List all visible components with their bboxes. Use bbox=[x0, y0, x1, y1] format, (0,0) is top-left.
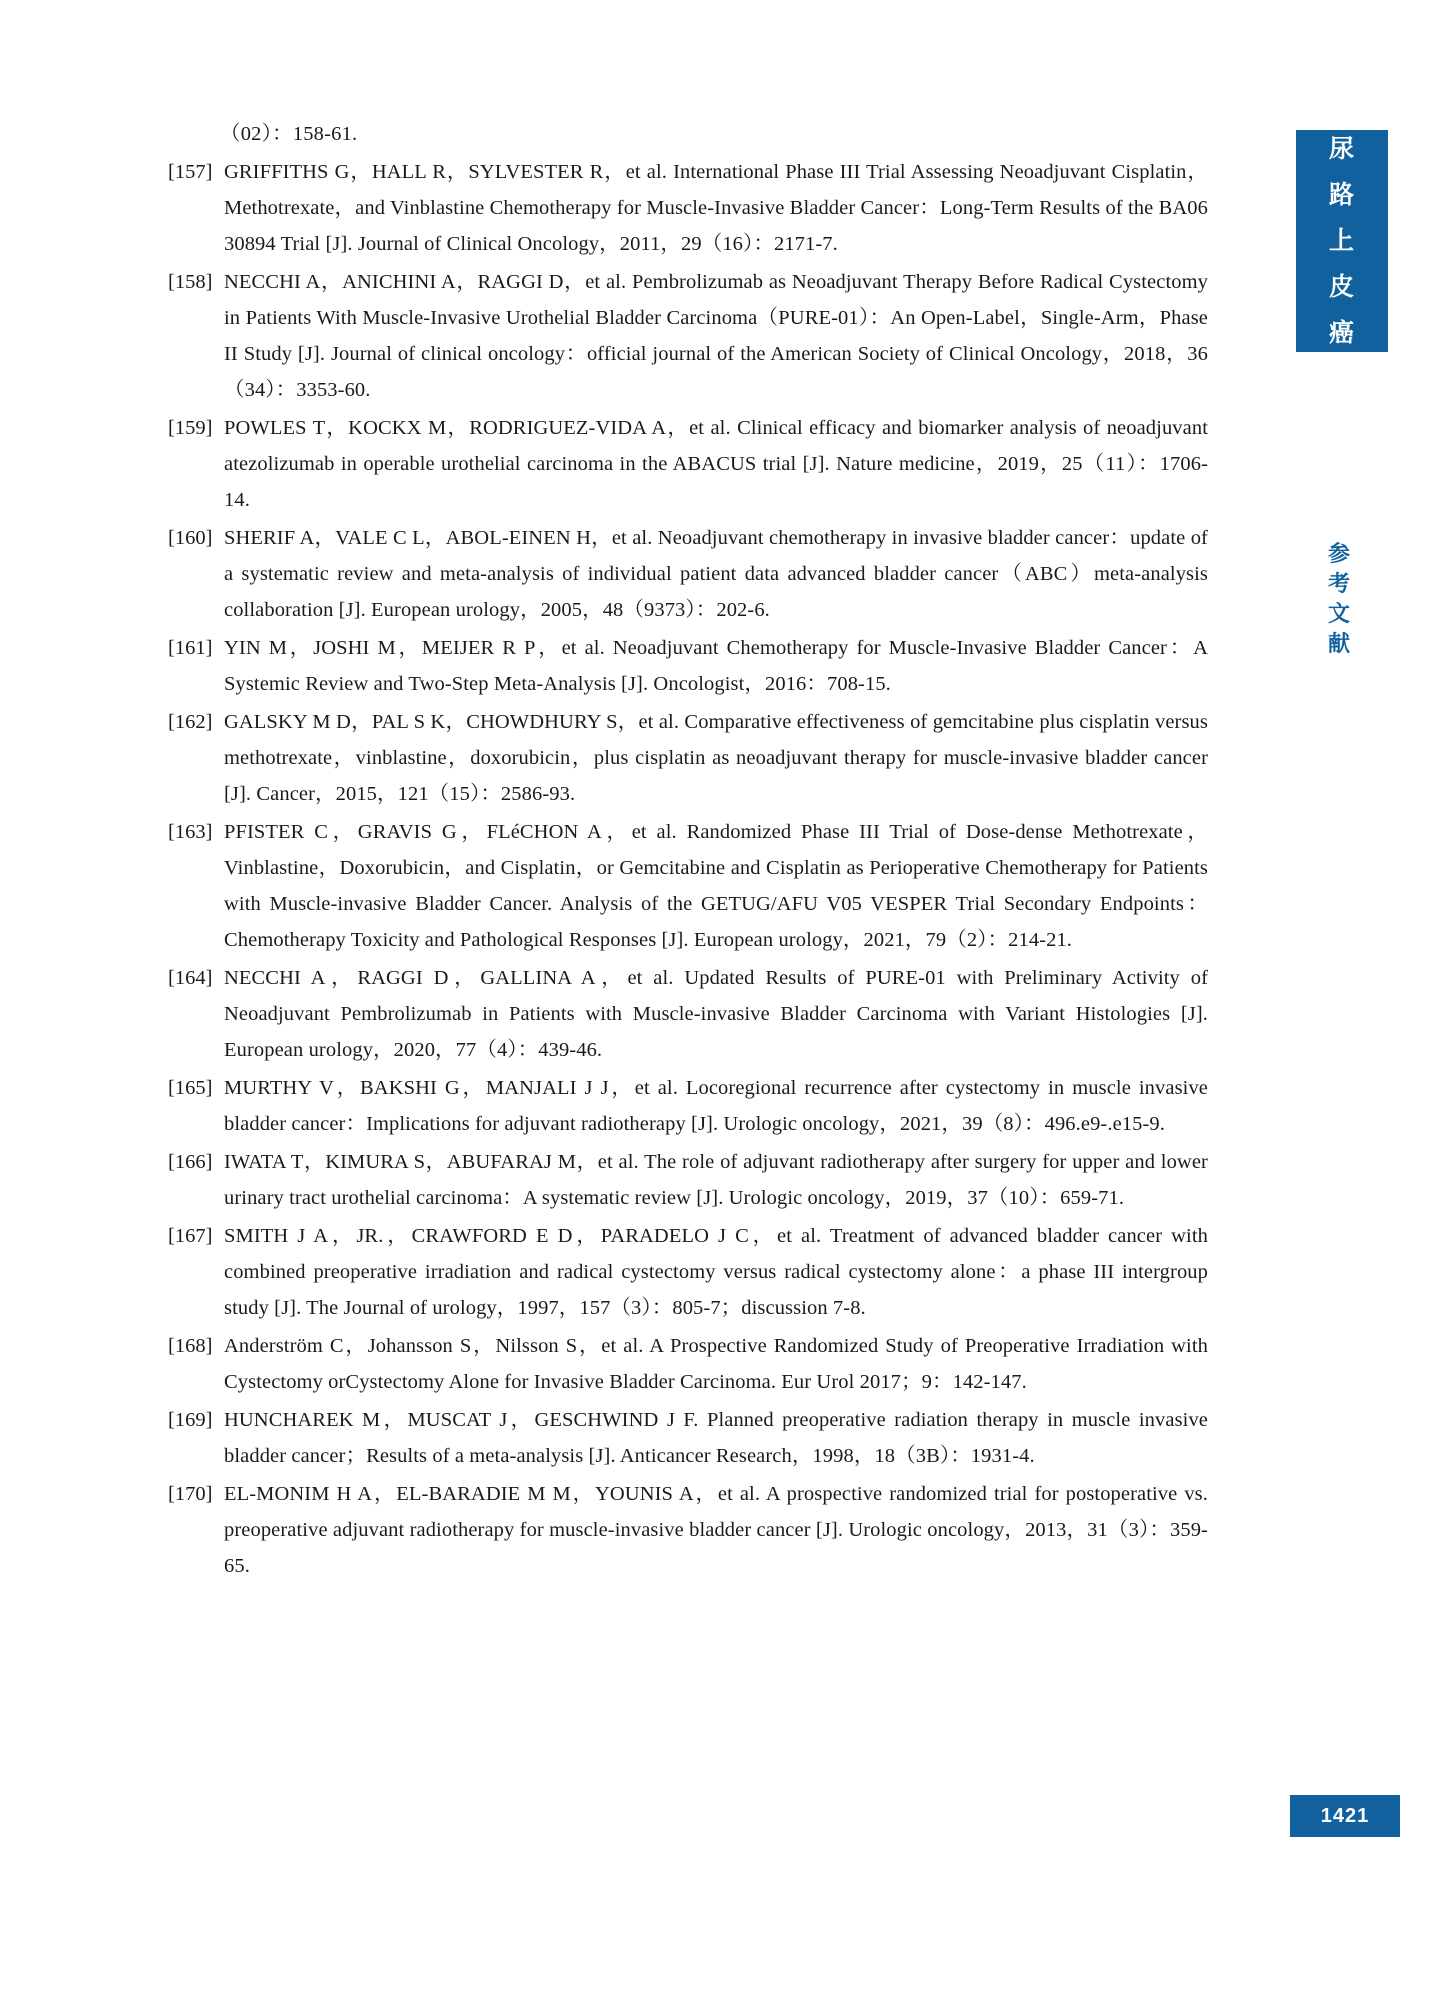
reference-text: NECCHI A，ANICHINI A，RAGGI D，et al. Pembrolizumab as Neoadjuvant Therapy Before Radical Cystectomy in Patients With Muscle-Invasive Urothelial Bladder Carcinoma（PURE-01）：An Open-Label，Single-Arm，Phase II Study [J]. Journal of clinical oncology：official journal of the American Society of Clinical Oncology，2018，36（34）：3353-60. bbox=[224, 271, 1208, 401]
reference-text: SMITH J A，JR.，CRAWFORD E D，PARADELO J C，et al. Treatment of advanced bladder cancer with combined preoperative irradiation and radical cystectomy versus radical cystectomy alone：a phase III intergroup study [J]. The Journal of urology，1997，157（3）：805-7；discussion 7-8. bbox=[224, 1225, 1208, 1319]
reference-number: [167] bbox=[168, 1225, 213, 1247]
reference-text: YIN M，JOSHI M，MEIJER R P，et al. Neoadjuvant Chemotherapy for Muscle-Invasive Bladder Cancer：A Systemic Review and Two-Step Meta-Analysis [J]. Oncologist，2016：708-15. bbox=[224, 637, 1208, 695]
reference-number: [165] bbox=[168, 1077, 213, 1099]
reference-text: POWLES T，KOCKX M，RODRIGUEZ-VIDA A，et al. Clinical efficacy and biomarker analysis of neoadjuvant atezolizumab in operable urothelial carcinoma in the ABACUS trial [J]. Nature medicine，2019，25（11）：1706-14. bbox=[224, 417, 1208, 511]
reference-entry bbox=[168, 154, 1208, 262]
reference-number: [162] bbox=[168, 711, 213, 733]
reference-number: [168] bbox=[168, 1335, 213, 1357]
reference-entry bbox=[168, 1402, 1208, 1474]
section-label-char-3: 献 bbox=[1327, 632, 1352, 657]
reference-number: [169] bbox=[168, 1409, 213, 1431]
reference-number: [158] bbox=[168, 271, 213, 293]
reference-entry bbox=[168, 1144, 1208, 1216]
reference-text: NECCHI A，RAGGI D，GALLINA A，et al. Updated Results of PURE-01 with Preliminary Activity of Neoadjuvant Pembrolizumab in Patients with Muscle-invasive Bladder Carcinoma with Variant Histologies [J]. European urology，2020，77（4）：439-46. bbox=[224, 967, 1208, 1061]
reference-number: [164] bbox=[168, 967, 213, 989]
reference-entry bbox=[168, 520, 1208, 628]
section-label-char-0: 参 bbox=[1327, 542, 1352, 567]
reference-text: GALSKY M D，PAL S K，CHOWDHURY S，et al. Comparative effectiveness of gemcitabine plus cisplatin versus methotrexate，vinblastine，doxorubicin，plus cisplatin as neoadjuvant therapy for muscle-invasive bladder cancer [J]. Cancer，2015，121（15）：2586-93. bbox=[224, 711, 1208, 805]
chapter-tab-char-3: 皮 bbox=[1328, 272, 1355, 301]
chapter-tab-char-1: 路 bbox=[1328, 180, 1355, 209]
chapter-tab-char-0: 尿 bbox=[1328, 134, 1355, 163]
reference-entry bbox=[168, 1218, 1208, 1326]
reference-entry bbox=[168, 264, 1208, 408]
reference-text: SHERIF A，VALE C L，ABOL-EINEN H，et al. Neoadjuvant chemotherapy in invasive bladder cancer：update of a systematic review and meta-analysis of individual patient data advanced bladder cancer（ABC）meta-analysis collaboration [J]. European urology，2005，48（9373）：202-6. bbox=[224, 527, 1208, 621]
reference-entry bbox=[168, 410, 1208, 518]
reference-text: IWATA T，KIMURA S，ABUFARAJ M，et al. The role of adjuvant radiotherapy after surgery for upper and lower urinary tract urothelial carcinoma：A systematic review [J]. Urologic oncology，2019，37（10）：659-71. bbox=[224, 1151, 1208, 1209]
reference-entry bbox=[168, 1328, 1208, 1400]
reference-entry bbox=[168, 704, 1208, 812]
reference-number: [166] bbox=[168, 1151, 213, 1173]
chapter-tab-char-4: 癌 bbox=[1328, 318, 1355, 347]
reference-entry bbox=[168, 960, 1208, 1068]
reference-list bbox=[168, 116, 1208, 1584]
reference-entry bbox=[168, 630, 1208, 702]
chapter-tab bbox=[1296, 130, 1388, 352]
reference-text: MURTHY V，BAKSHI G，MANJALI J J，et al. Locoregional recurrence after cystectomy in muscle invasive bladder cancer：Implications for adjuvant radiotherapy [J]. Urologic oncology，2021，39（8）：496.e9-.e15-9. bbox=[224, 1077, 1208, 1135]
reference-entry bbox=[168, 1476, 1208, 1584]
reference-number: [170] bbox=[168, 1483, 213, 1505]
reference-text: EL-MONIM H A，EL-BARADIE M M，YOUNIS A，et al. A prospective randomized trial for postoperative vs. preoperative adjuvant radiotherapy for muscle-invasive bladder cancer [J]. Urologic oncology，2013，31（3）：359-65. bbox=[224, 1483, 1208, 1577]
reference-text: PFISTER C，GRAVIS G，FLéCHON A，et al. Randomized Phase III Trial of Dose-dense Methotrexate，Vinblastine，Doxorubicin，and Cisplatin，or Gemcitabine and Cisplatin as Perioperative Chemotherapy for Patients with Muscle-invasive Bladder Cancer. Analysis of the GETUG/AFU V05 VESPER Trial Secondary Endpoints：Chemotherapy Toxicity and Pathological Responses [J]. European urology，2021，79（2）：214-21. bbox=[224, 821, 1208, 951]
chapter-tab-char-2: 上 bbox=[1328, 226, 1355, 255]
reference-number: [160] bbox=[168, 527, 213, 549]
reference-number: [163] bbox=[168, 821, 213, 843]
reference-number: [157] bbox=[168, 161, 213, 183]
reference-number: [159] bbox=[168, 417, 213, 439]
section-label-char-1: 考 bbox=[1327, 572, 1352, 597]
reference-entry bbox=[168, 814, 1208, 958]
reference-text: HUNCHAREK M，MUSCAT J，GESCHWIND J F. Planned preoperative radiation therapy in muscle invasive bladder cancer；Results of a meta-analysis [J]. Anticancer Research，1998，18（3B）：1931-4. bbox=[224, 1409, 1208, 1467]
section-label-references bbox=[1320, 540, 1360, 660]
continued-line: （02）：158-61. bbox=[220, 123, 358, 145]
reference-text: Anderström C，Johansson S，Nilsson S，et al. A Prospective Randomized Study of Preoperative Irradiation with Cystectomy orCystectomy Alone for Invasive Bladder Carcinoma. Eur Urol 2017；9：142-147. bbox=[224, 1335, 1208, 1393]
section-label-char-2: 文 bbox=[1327, 602, 1352, 627]
reference-text: GRIFFITHS G，HALL R，SYLVESTER R，et al. International Phase III Trial Assessing Neoadjuvant Cisplatin，Methotrexate，and Vinblastine Chemotherapy for Muscle-Invasive Bladder Cancer：Long-Term Results of the BA06 30894 Trial [J]. Journal of Clinical Oncology，2011，29（16）：2171-7. bbox=[224, 161, 1208, 255]
reference-number: [161] bbox=[168, 637, 213, 659]
page-number: 1421 bbox=[1290, 1795, 1400, 1837]
reference-entry bbox=[168, 1070, 1208, 1142]
